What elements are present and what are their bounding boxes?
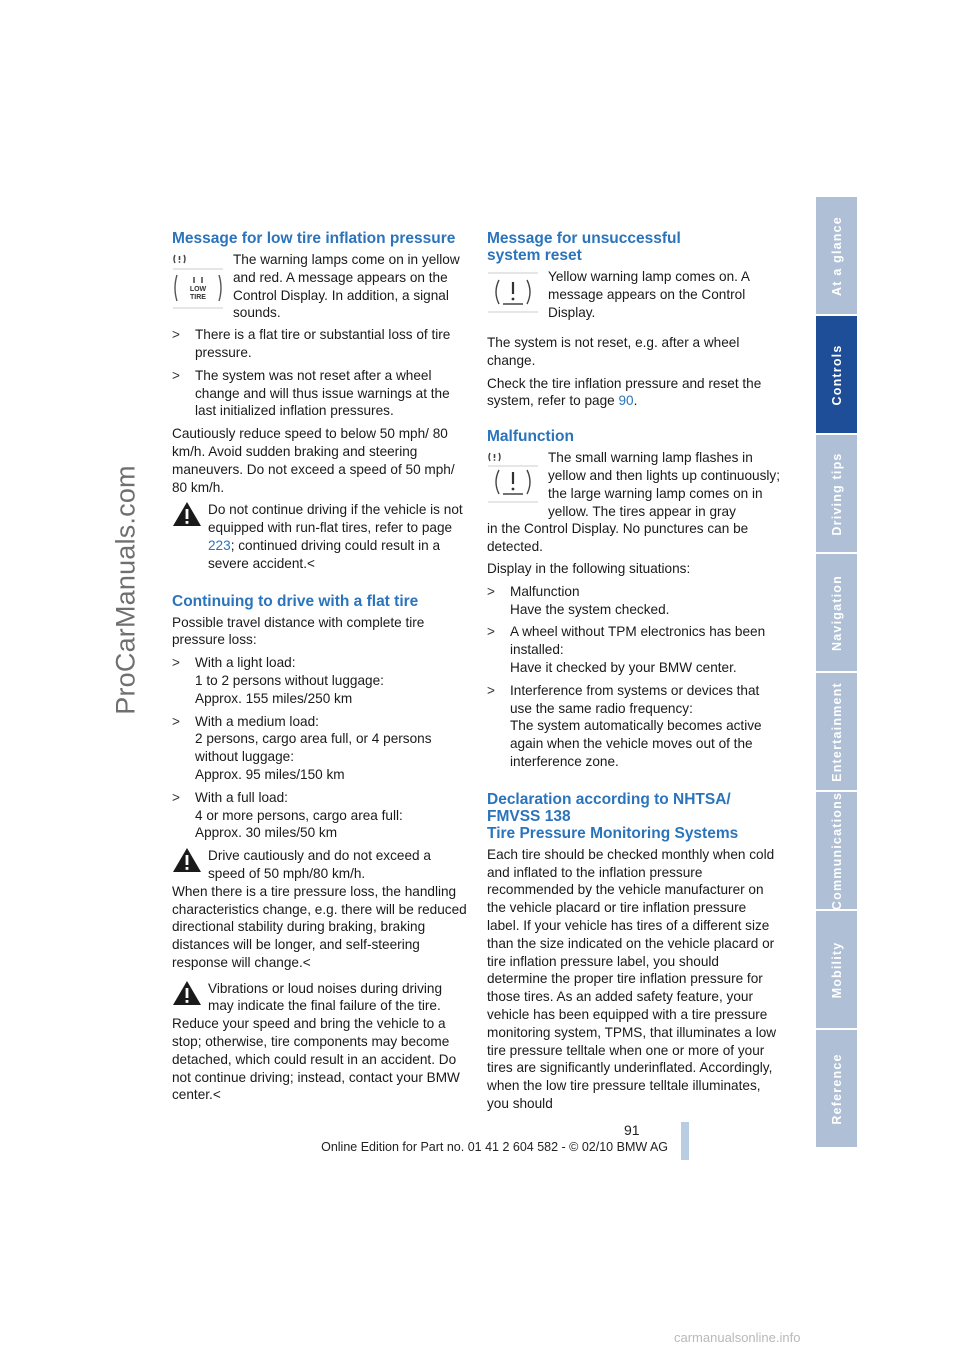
heading-nhtsa-declaration: Declaration according to NHTSA/ FMVSS 138: [487, 790, 731, 825]
list-item: > The system was not reset after a wheel change and will thus issue warnings at the last initialized inflation pressures.: [172, 367, 450, 419]
page-number: 91: [624, 1122, 640, 1138]
heading-flat-tire: Continuing to drive with a flat tire: [172, 592, 419, 610]
tab-reference[interactable]: Reference: [816, 1030, 857, 1149]
malfunction-icon: [487, 451, 539, 507]
tab-communications[interactable]: Communications: [816, 792, 857, 911]
svg-text:LOW: LOW: [189, 286, 207, 293]
heading-low-tire-pressure: Message for low tire inflation pressure: [172, 230, 456, 247]
side-tabs: [816, 197, 857, 1149]
right-column: [487, 230, 782, 1118]
warning-vibrations: Vibrations or loud noises during driving may indicate the final failure of the tire. Reduce your speed and bring the vehicle to a stop; otherwise, tire components may become detached, which could result in an accident. Do not continue driving; instead, contact your BMW center.<: [172, 980, 460, 1103]
brand-watermark: carmanualsonline.info: [674, 1330, 801, 1345]
list-item: > Interference from systems or devices that use the same radio frequency: The system automatically becomes active again when the vehicle moves out of the interference zone.: [487, 682, 762, 769]
reduce-speed-paragraph: Cautiously reduce speed to below 50 mph/ 80 km/h. Avoid sudden braking and steering maneuvers. Do not exceed a speed of 50 mph/ 80 km/h.: [172, 426, 455, 495]
warning-drive-cautiously: Drive cautiously and do not exceed a speed of 50 mph/80 km/h. When there is a tire pressure loss, the handling characteristics change, e.g. there will be reduced directional stability during braking, braking distances will be longer, and self-steering response will change.<: [172, 848, 467, 970]
heading-malfunction: Malfunction: [487, 428, 574, 446]
tab-entertainment[interactable]: Entertainment: [816, 673, 857, 792]
warning-triangle-icon: [172, 980, 202, 1006]
travel-distance-paragraph: Possible travel distance with complete tire pressure loss:: [172, 614, 425, 648]
list-item: > Malfunction Have the system checked.: [487, 583, 670, 617]
online-edition: Online Edition for Part no. 01 41 2 604 582 - © 02/10 BMW AG: [321, 1140, 668, 1154]
watermark: ProCarManuals.com: [110, 465, 141, 715]
low-tire-message-text: The warning lamps come on in yellow and red. A message appears on the Control Display. In addition, a signal sounds.: [233, 252, 460, 321]
tab-navigation[interactable]: Navigation: [816, 554, 857, 673]
list-item: > With a medium load: 2 persons, cargo area full, or 4 persons without luggage: Approx. 95 miles/150 km: [172, 713, 432, 782]
tpms-paragraph: Each tire should be checked monthly when cold and inflated to the inflation pressure recommended by the vehicle manufacturer on the vehicle placard or tire inflation pressure label. If your vehicle has tires of a different size than the size indicated on the vehicle placard or tire inflation pressure label, you should determine the proper tire inflation pressure for those tires. As an added safety feature, your vehicle has been equipped with a tire pressure monitoring system, TPMS, that illuminates a low tire pressure telltale when one or more of your tires are significantly underinflated. Accordingly, when the low tire pressure telltale illuminates, you should: [487, 846, 777, 1111]
page-link-90[interactable]: 90: [618, 393, 634, 409]
heading-tpms: Tire Pressure Monitoring Systems: [487, 824, 739, 842]
check-pressure-paragraph: Check the tire inflation pressure and reset the system, refer to page 90.: [487, 375, 762, 409]
tab-driving-tips[interactable]: Driving tips: [816, 435, 857, 554]
display-situations-paragraph: Display in the following situations:: [487, 560, 691, 576]
low-tire-icon: [172, 253, 224, 315]
reset-message: [487, 268, 782, 330]
warning-triangle-icon: [172, 501, 202, 527]
list-item: > With a light load: 1 to 2 persons without luggage: Approx. 155 miles/250 km: [172, 655, 384, 706]
svg-text:TIRE: TIRE: [190, 294, 206, 301]
malfunction-message: The small warning lamp flashes in yellow and then lights up continuously; the large warning lamp comes on in yellow. The tires appear in gray in the Control Display. No punctures can be detected.: [487, 450, 780, 555]
not-reset-paragraph: The system is not reset, e.g. after a wheel change.: [487, 335, 740, 368]
low-tire-indicator-icons: [172, 253, 224, 320]
malfunction-message-text: The small warning lamp flashes in yellow and then lights up continuously; the large warning lamp comes on in yellow. The tires appear in gray: [548, 450, 780, 519]
malfunction-indicator-icons: [487, 451, 539, 512]
tab-controls[interactable]: Controls: [816, 316, 857, 435]
page-link-223[interactable]: 223: [208, 537, 231, 553]
list-item: > There is a flat tire or substantial loss of tire pressure.: [172, 327, 451, 360]
warning-triangle-icon: [172, 847, 202, 873]
list-item: > With a full load: 4 or more persons, cargo area full: Approx. 30 miles/50 km: [172, 789, 403, 841]
warning-run-flat: Do not continue driving if the vehicle is not equipped with run-flat tires, refer to page 223; continued driving could result in a severe accident.<: [172, 501, 467, 572]
list-item: > A wheel without TPM electronics has been installed: Have it checked by your BMW center.: [487, 624, 766, 675]
tab-at-a-glance[interactable]: At a glance: [816, 197, 857, 316]
left-column: [172, 230, 467, 1108]
reset-message-text: Yellow warning lamp comes on. A message appears on the Control Display.: [548, 269, 750, 320]
tire-warning-icon: [487, 270, 539, 316]
reset-indicator-icons: [487, 270, 539, 321]
footer-bar: [681, 1122, 689, 1160]
low-tire-message: [172, 251, 467, 322]
tab-mobility[interactable]: Mobility: [816, 911, 857, 1030]
heading-unsuccessful-reset: Message for unsuccessful system reset: [487, 230, 681, 264]
